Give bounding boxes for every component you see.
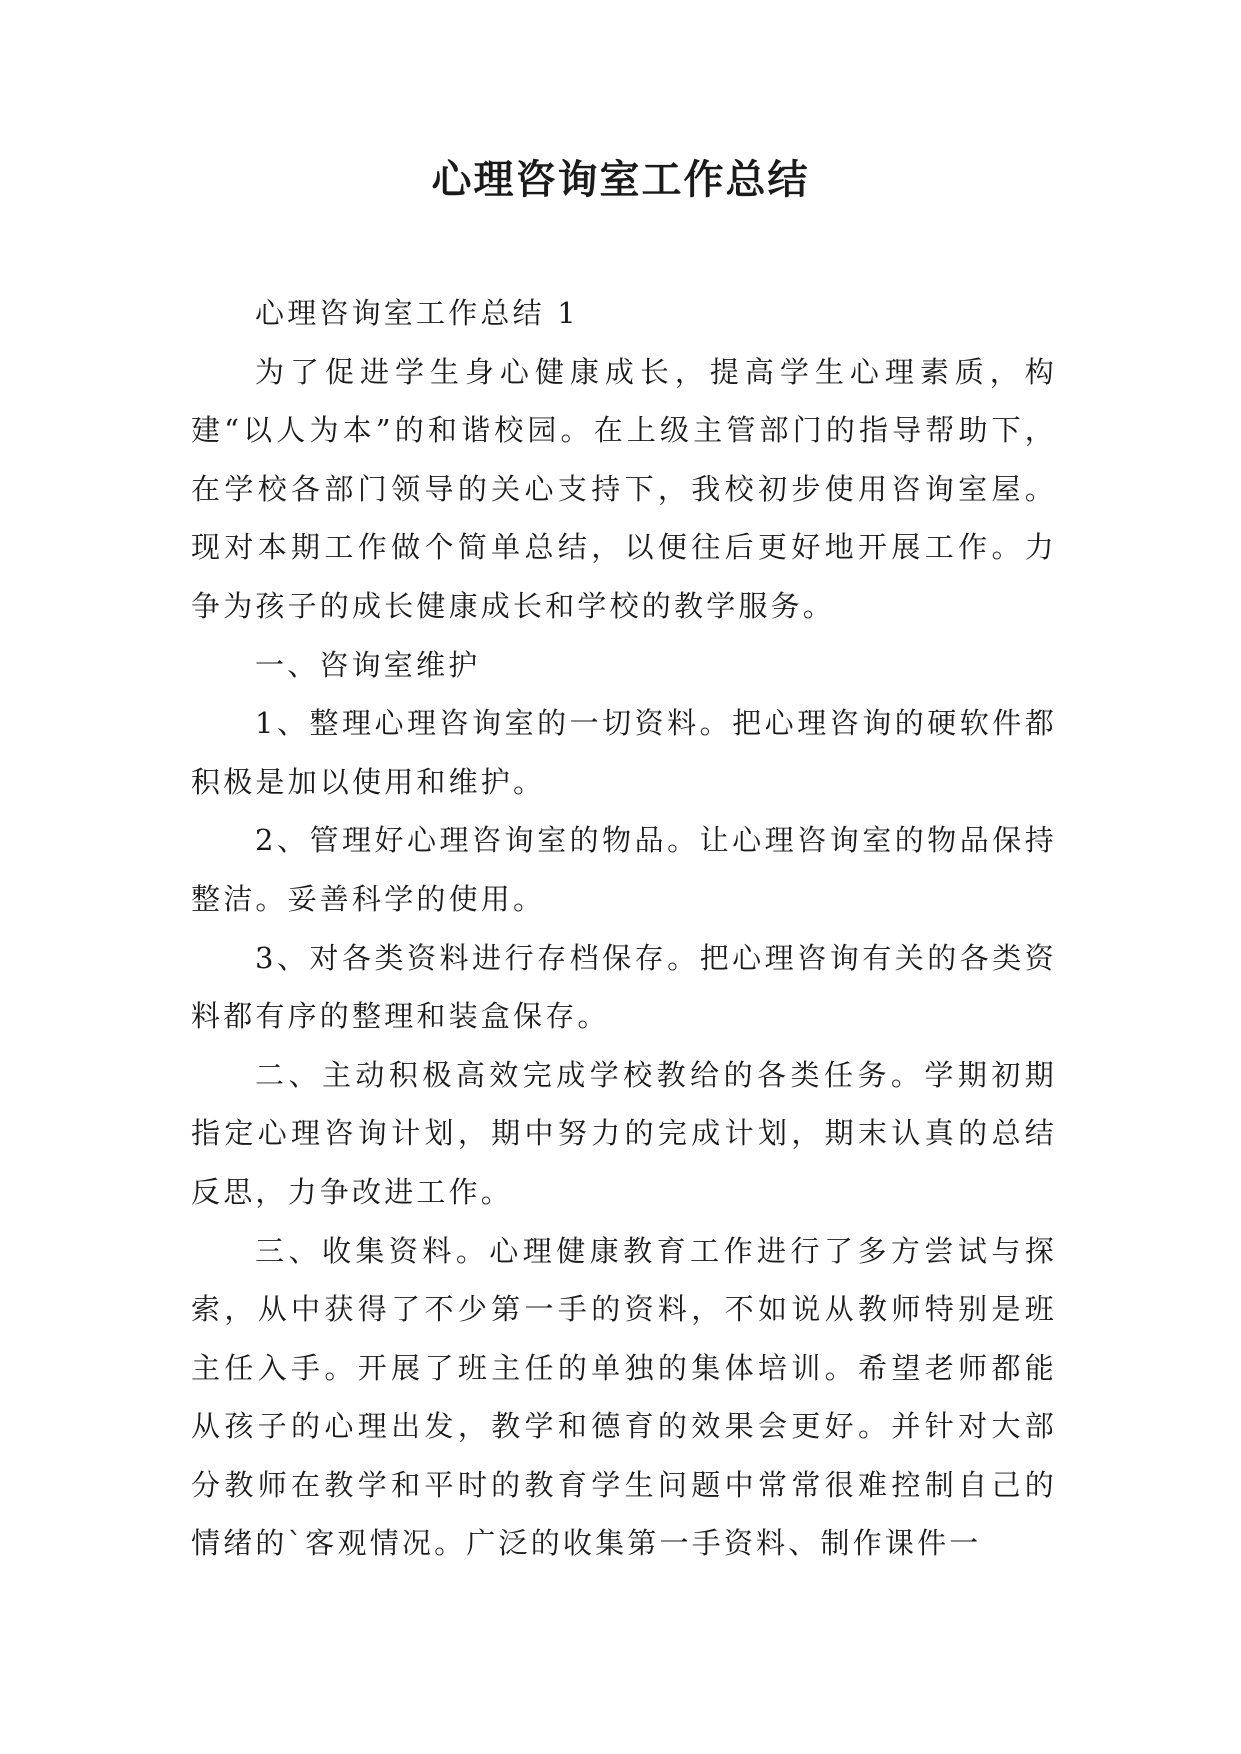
list-item: 1、整理心理咨询室的一切资料。把心理咨询的硬软件都积极是加以使用和维护。 (191, 706, 1057, 799)
body-paragraph: 三、收集资料。心理健康教育工作进行了多方尝试与探索，从中获得了不少第一手的资料，不如说从教师特别是班主任入手。开展了班主任的单独的集体培训。希望老师都能从孩子的心理出发，教学和德育的效果会更好。并针对大部分教师在教学和平时的教育学生问题中常常很难控制自己的情绪的`客观情况。广泛的收集第一手资料、制作课件一 (191, 1233, 1057, 1561)
list-item: 2、管理好心理咨询室的物品。让心理咨询室的物品保持整洁。妥善科学的使用。 (191, 823, 1057, 916)
section-heading: 心理咨询室工作总结 1 (255, 296, 579, 330)
body-paragraph: 二、主动积极高效完成学校教给的各类任务。学期初期指定心理咨询计划，期中努力的完成计划，期末认真的总结反思，力争改进工作。 (191, 1057, 1057, 1209)
section-heading: 一、咨询室维护 (255, 647, 481, 682)
document-body (191, 284, 1057, 1573)
document-title: 心理咨询室工作总结 (431, 156, 810, 203)
list-item: 3、对各类资料进行存档保存。把心理咨询有关的各类资料都有序的整理和装盒保存。 (191, 940, 1057, 1034)
intro-paragraph: 为了促进学生身心健康成长，提高学生心理素质，构建“以人为本”的和谐校园。在上级主管部门的指导帮助下，在学校各部门领导的关心支持下，我校初步使用咨询室屋。现对本期工作做个简单总结，以便往后更好地开展工作。力争为孩子的成长健康成长和学校的教学服务。 (191, 354, 1057, 623)
